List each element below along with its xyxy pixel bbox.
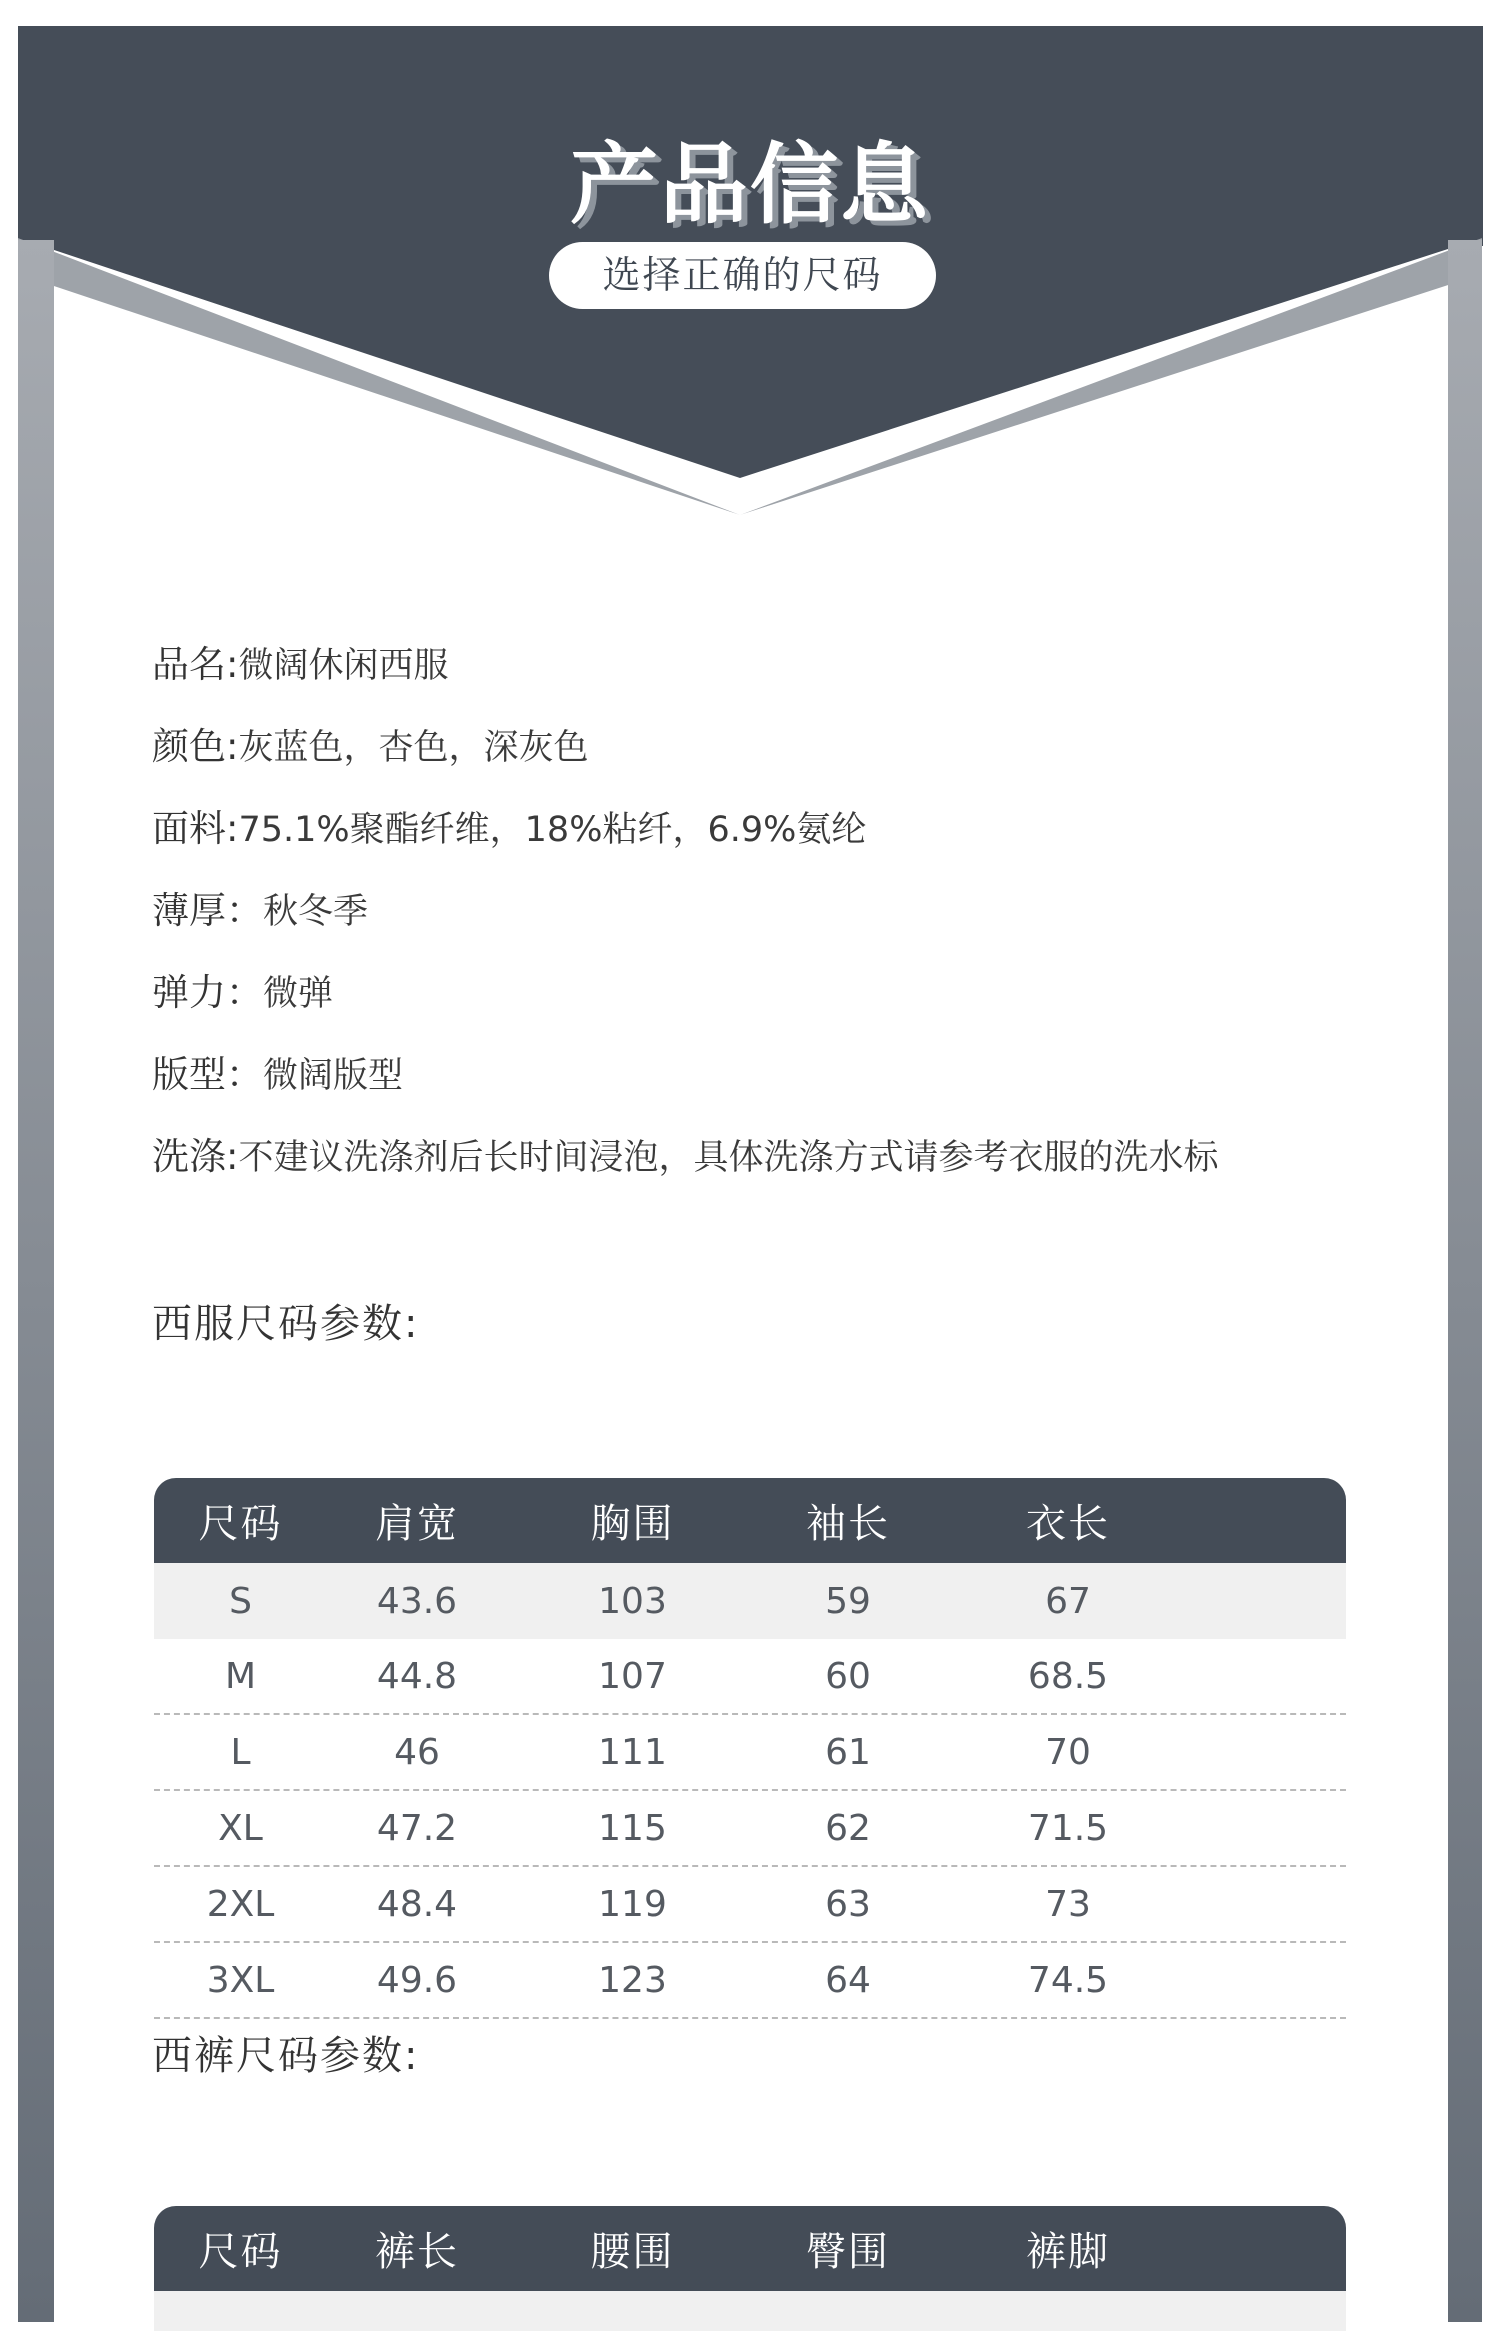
column-header: 裤长 (375, 2229, 459, 2275)
column-header: 肩宽 (375, 1501, 459, 1547)
info-item-color: 颜色:灰蓝色，杏色，深灰色 (152, 725, 589, 768)
table-cell: 59 (825, 1580, 871, 1622)
table-row (154, 1943, 1346, 2019)
table-cell: 73 (1045, 1883, 1091, 1925)
column-header: 臀围 (806, 2229, 890, 2275)
page-title: 产品信息 (569, 133, 930, 236)
table-cell: 68.5 (1027, 1655, 1109, 1697)
table-cell: 61 (825, 1731, 871, 1773)
table-cell: 123 (598, 1959, 667, 2001)
table-cell: 63 (825, 1883, 871, 1925)
info-item-name: 品名:微阔休闲西服 (152, 643, 449, 686)
table-cell: 3XL (206, 1959, 275, 2001)
table-cell: 44.8 (376, 1655, 458, 1697)
table-row (154, 1563, 1346, 1639)
table-header (154, 2206, 1346, 2291)
table-cell: 103 (598, 1580, 667, 1622)
table-cell: 119 (598, 1883, 667, 1925)
table-cell: 2XL (206, 1883, 275, 1925)
column-header: 腰围 (590, 2229, 675, 2275)
table-cell: 71.5 (1027, 1807, 1109, 1849)
table-header (154, 1478, 1346, 1563)
table-cell: L (230, 1731, 251, 1773)
table-cell: XL (218, 1807, 263, 1849)
info-item-elasticity: 弹力：微弹 (152, 971, 334, 1014)
subtitle-pill: 选择正确的尺码 (549, 242, 936, 309)
column-header: 尺码 (198, 2229, 283, 2275)
column-header: 胸围 (590, 1501, 675, 1547)
table-row (154, 1715, 1346, 1791)
table-cell: S (229, 1580, 252, 1622)
column-header: 尺码 (198, 1501, 283, 1547)
pants-size-title: 西裤尺码参数: (152, 2033, 420, 2079)
table-row (154, 1791, 1346, 1867)
info-item-thickness: 薄厚：秋冬季 (152, 889, 369, 932)
suit-size-title: 西服尺码参数: (152, 1301, 420, 1347)
table-cell: 67 (1045, 1580, 1091, 1622)
product-info-list (152, 630, 1352, 1204)
table-cell: 46 (394, 1731, 440, 1773)
table-cell: 111 (598, 1731, 667, 1773)
table-cell: 47.2 (376, 1807, 458, 1849)
column-header: 袖长 (806, 1501, 890, 1547)
table-cell: 115 (598, 1807, 667, 1849)
table-cell: 70 (1045, 1731, 1091, 1773)
table-cell: 60 (825, 1655, 871, 1697)
suit-size-table (154, 1478, 1346, 2019)
table-cell: 48.4 (376, 1883, 458, 1925)
table-cell: 62 (825, 1807, 871, 1849)
info-item-fabric: 面料:75.1%聚酯纤维，18%粘纤，6.9%氨纶 (152, 807, 867, 850)
table-row (154, 1639, 1346, 1715)
table-row (154, 1867, 1346, 1943)
table-cell: 64 (825, 1959, 871, 2001)
table-cell: M (224, 1655, 257, 1697)
column-header: 裤脚 (1026, 2229, 1110, 2275)
column-header: 衣长 (1026, 1501, 1110, 1547)
table-cell: 43.6 (376, 1580, 458, 1622)
table-cell: 107 (598, 1655, 667, 1697)
table-cell: 74.5 (1027, 1959, 1109, 2001)
pants-size-table (154, 2206, 1346, 2331)
info-item-washing: 洗涤:不建议洗涤剂后长时间浸泡，具体洗涤方式请参考衣服的洗水标 (152, 1135, 1219, 1178)
info-item-fit: 版型：微阔版型 (152, 1053, 404, 1096)
table-row (154, 2291, 1346, 2331)
table-cell: 49.6 (376, 1959, 458, 2001)
